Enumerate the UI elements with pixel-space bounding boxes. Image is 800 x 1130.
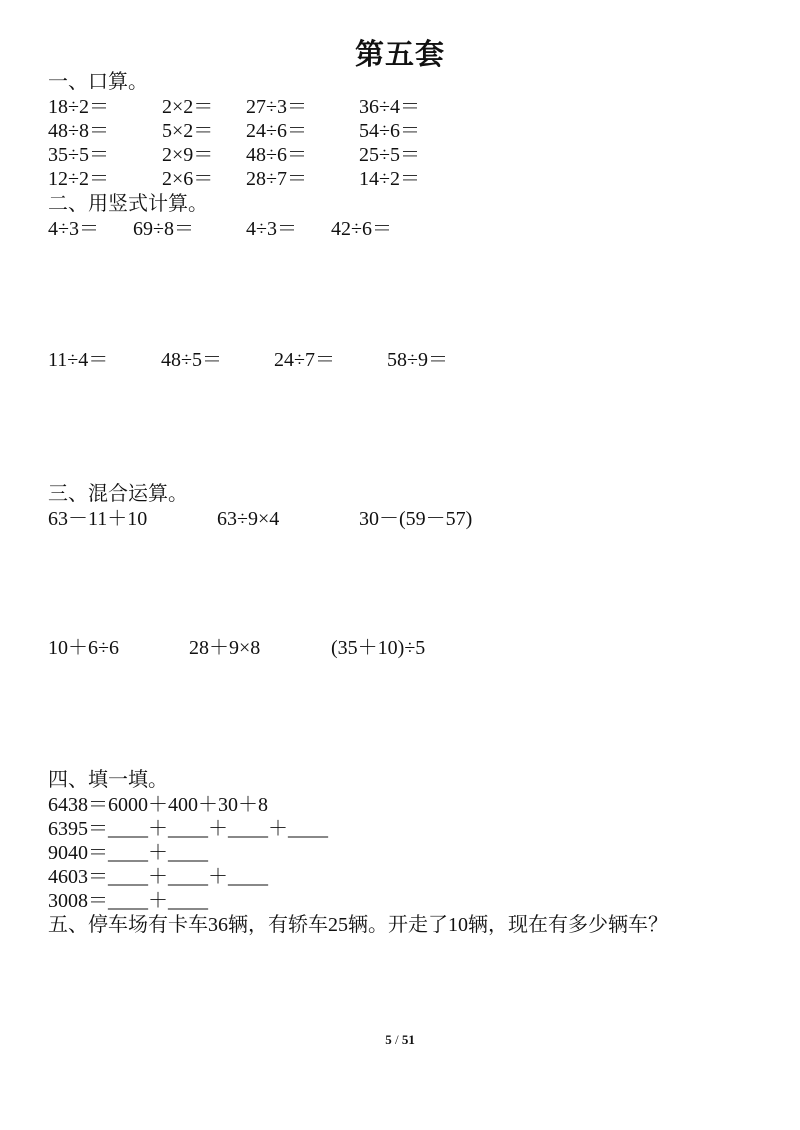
oral-calc-item: 24÷6＝ (246, 120, 307, 142)
oral-calc-item: 25÷5＝ (359, 144, 420, 166)
oral-calc-item: 5×2＝ (162, 120, 214, 142)
page-total: 51 (401, 1032, 415, 1047)
oral-calc-item: 27÷3＝ (246, 96, 307, 118)
vertical-calc-item: 24÷7＝ (274, 349, 335, 371)
page-number (0, 1032, 800, 1048)
page-separator: / (394, 1032, 399, 1047)
vertical-calc-item: 69÷8＝ (133, 218, 194, 240)
fill-in-line: 9040＝____＋____ (48, 842, 208, 864)
oral-calc-item: 18÷2＝ (48, 96, 109, 118)
oral-calc-item: 12÷2＝ (48, 168, 109, 190)
mixed-calc-item: 28＋9×8 (189, 637, 261, 659)
mixed-calc-item: 10＋6÷6 (48, 637, 119, 659)
fill-in-line: 3008＝____＋____ (48, 890, 208, 912)
fill-in-line: 6395＝____＋____＋____＋____ (48, 818, 328, 840)
oral-calc-item: 48÷8＝ (48, 120, 109, 142)
oral-calc-item: 2×9＝ (162, 144, 214, 166)
page-current: 5 (385, 1032, 392, 1047)
section-5-heading: 五、停车场有卡车36辆，有轿车25辆。开走了10辆，现在有多少辆车？ (48, 914, 668, 936)
oral-calc-item: 48÷6＝ (246, 144, 307, 166)
oral-calc-item: 2×6＝ (162, 168, 214, 190)
fill-in-line: 6438＝6000＋400＋30＋8 (48, 794, 268, 816)
page-title: 第五套 (354, 37, 445, 71)
oral-calc-item: 36÷4＝ (359, 96, 420, 118)
oral-calc-item: 28÷7＝ (246, 168, 307, 190)
fill-in-line: 4603＝____＋____＋____ (48, 866, 268, 888)
oral-calc-item: 35÷5＝ (48, 144, 109, 166)
oral-calc-item: 54÷6＝ (359, 120, 420, 142)
mixed-calc-item: 30－(59－57) (359, 508, 473, 530)
oral-calc-item: 2×2＝ (162, 96, 214, 118)
mixed-calc-item: 63－11＋10 (48, 508, 148, 530)
mixed-calc-item: 63÷9×4 (217, 508, 280, 530)
vertical-calc-item: 4÷3＝ (48, 218, 99, 240)
vertical-calc-item: 58÷9＝ (387, 349, 448, 371)
section-3-heading: 三、混合运算。 (48, 483, 188, 505)
vertical-calc-item: 48÷5＝ (161, 349, 222, 371)
mixed-calc-item: (35＋10)÷5 (331, 637, 426, 659)
oral-calc-item: 14÷2＝ (359, 168, 420, 190)
vertical-calc-item: 42÷6＝ (331, 218, 392, 240)
vertical-calc-item: 4÷3＝ (246, 218, 297, 240)
section-4-heading: 四、填一填。 (48, 769, 168, 791)
section-1-heading: 一、口算。 (48, 71, 148, 93)
section-2-heading: 二、用竖式计算。 (48, 193, 208, 215)
vertical-calc-item: 11÷4＝ (48, 349, 109, 371)
